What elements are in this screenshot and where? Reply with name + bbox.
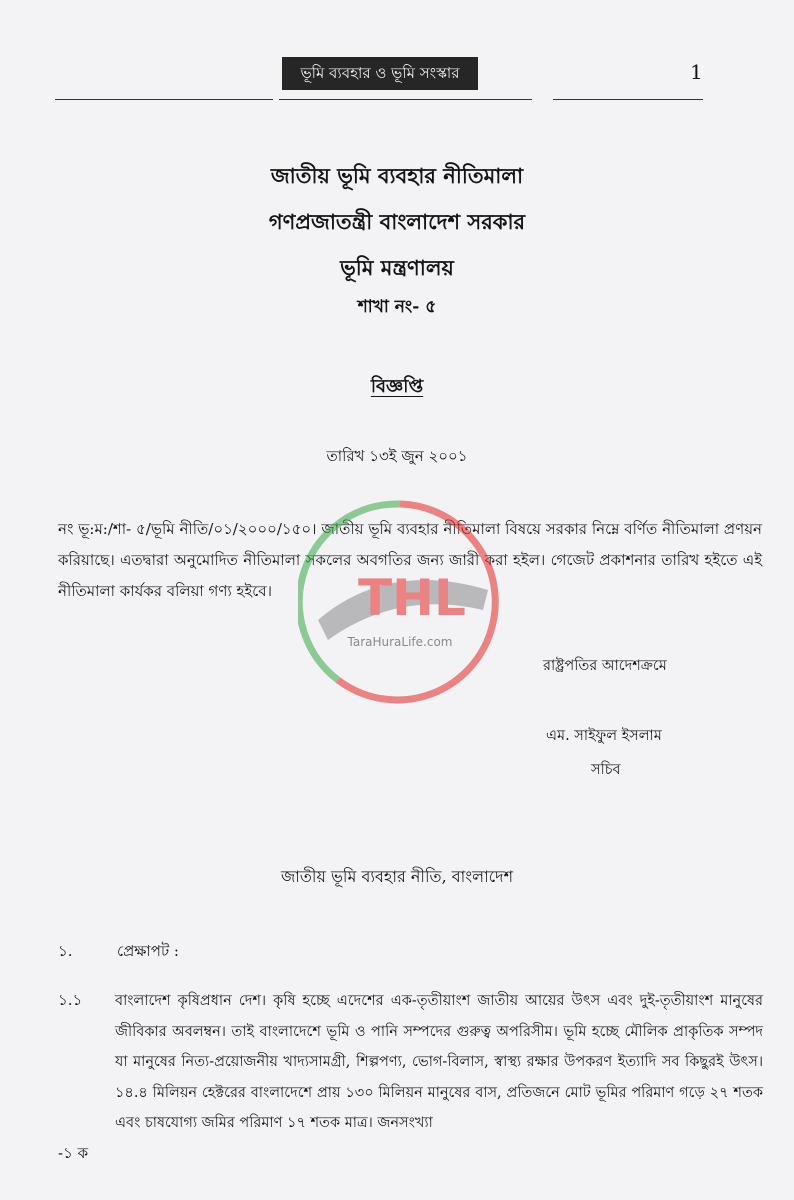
header-rule-middle <box>279 99 532 100</box>
notice-heading: বিজ্ঞপ্তি <box>370 376 424 397</box>
notice-date: তারিখ ১৩ই জুন ২০০১ <box>326 447 468 465</box>
page-number: 1 <box>690 60 703 84</box>
signer-name: এম. সাইফুল ইসলাম <box>546 728 662 744</box>
government-name: গণপ্রজাতন্ত্রী বাংলাদেশ সরকার <box>268 209 526 234</box>
section-number: ১. <box>58 942 73 960</box>
header-rule-right <box>553 99 703 100</box>
running-header: ভূমি ব্যবহার ও ভূমি সংস্কার <box>282 57 478 90</box>
watermark-logo <box>298 500 503 705</box>
notice-paragraph: নং ভূ:ম:/শা- ৫/ভূমি নীতি/০১/২০০০/১৫০। জাতীয় ভূমি ব্যবহার নীতিমালা বিষয়ে সরকার নিম্নে বর্ণিত নীতিমালা প্রণয়ন করিয়াছে। এতদ্বারা অনুমোদিত নীতিমালা সকলের অবগতির জন্য জারী করা হইল। গেজেট প্রকাশনার তারিখ হইতে এই নীতিমালা কার্যকর বলিয়া গণ্য হইবে। <box>58 520 762 600</box>
by-order-line: রাষ্ট্রপতির আদেশক্রমে <box>543 658 667 674</box>
watermark-site-text: TaraHuraLife.com <box>347 635 453 649</box>
ministry-name: ভূমি মন্ত্রণালয় <box>340 255 454 280</box>
watermark-logo-text: THL <box>358 569 466 627</box>
branch-number: শাখা নং- ৫ <box>357 297 437 317</box>
policy-title: জাতীয় ভূমি ব্যবহার নীতিমালা <box>270 163 524 188</box>
subsection-paragraph: বাংলাদেশ কৃষিপ্রধান দেশ। কৃষি হচ্ছে এদেশের এক-তৃতীয়াংশ জাতীয় আয়ের উৎস এবং দুই-তৃতীয়াংশ মানুষের জীবিকার অবলম্বন। তাই বাংলাদেশে ভূমি ও পানি সম্পদের গুরুত্ব অপরিসীম। ভূমি হচ্ছে মৌলিক প্রাকৃতিক সম্পদ যা মানুষের নিত্য-প্রয়োজনীয় খাদ্যসামগ্রী, শিল্পপণ্য, ভোগ-বিলাস, স্বাস্থ্য রক্ষার উপকরণ ইত্যাদি সব কিছুরই উৎস। ১৪.৪ মিলিয়ন হেক্টরের বাংলাদেশে প্রায় ১৩০ মিলিয়ন মানুষের বাস, প্রতিজনে মোট ভূমির পরিমাণ গড়ে ২৭ শতক এবং চাষযোগ্য জমির পরিমাণ ১৭ শতক মাত্র। জনসংখ্যা <box>115 993 763 1131</box>
header-rule-left <box>55 99 273 100</box>
footer-page-label: -১ ক <box>58 1144 89 1162</box>
policy-subtitle: জাতীয় ভূমি ব্যবহার নীতি, বাংলাদেশ <box>280 867 514 886</box>
section-title: প্রেক্ষাপট : <box>117 942 179 960</box>
subsection-number: ১.১ <box>58 991 83 1009</box>
signer-designation: সচিব <box>591 762 621 778</box>
